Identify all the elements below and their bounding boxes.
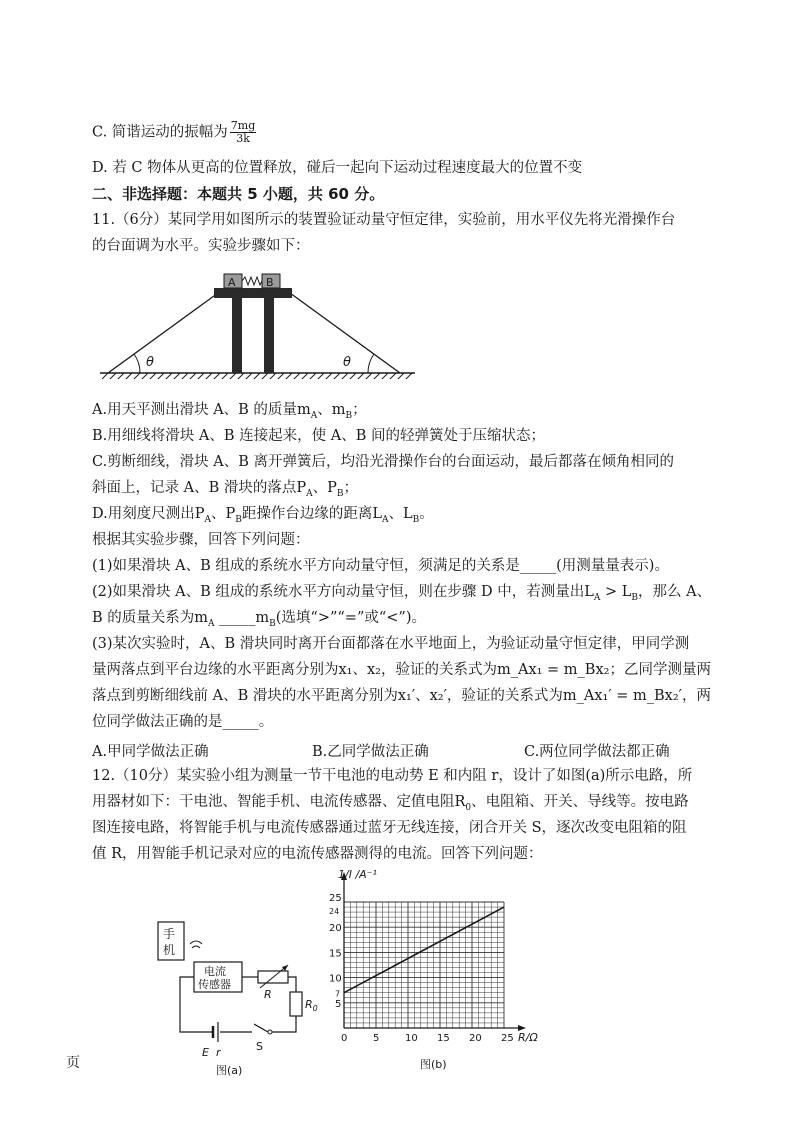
x-tick-label: 0 bbox=[341, 1033, 348, 1044]
semicolon: ； bbox=[343, 480, 359, 496]
series-line bbox=[344, 907, 504, 993]
y-tick-label: 15 bbox=[329, 948, 342, 960]
x-tick-label: 15 bbox=[437, 1033, 450, 1044]
option-d: D. 若 C 物体从更高的位置释放，碰后一起向下运动过程速度最大的位置不变 bbox=[92, 160, 583, 176]
right-angle-arc bbox=[368, 354, 374, 373]
grid-major bbox=[344, 902, 504, 1028]
wire-bottom-right bbox=[272, 1016, 296, 1032]
sub-pa: A bbox=[204, 514, 211, 525]
caption-b: 图(b) bbox=[420, 1058, 447, 1071]
q11-part2-line1 bbox=[92, 582, 711, 608]
part2-text: (2)如果滑块 A、B 组成的系统水平方向动量守恒，则在步骤 D 中，若测量出 bbox=[92, 584, 585, 600]
theta-left: θ bbox=[146, 355, 154, 370]
x-tick-label: 20 bbox=[469, 1033, 482, 1044]
sub-pb: B bbox=[336, 488, 344, 499]
blank-mass-b: _____m bbox=[214, 610, 270, 626]
sep: 、 bbox=[210, 506, 226, 522]
q11-apparatus-figure bbox=[0, 262, 800, 392]
mass-a: m bbox=[194, 610, 209, 626]
theta-right: θ bbox=[343, 355, 351, 370]
label-a: A bbox=[228, 276, 236, 289]
step-a-text: A.用天平测出滑块 A、B 的质量 bbox=[92, 402, 297, 418]
q11-part3-line2: 量两落点到平台边缘的水平距离分别为x₁、x₂，验证的关系式为m_Ax₁ = m_Bx₂；乙同学测量两 bbox=[92, 662, 711, 678]
label-r: R bbox=[264, 988, 272, 1001]
circuit-figure bbox=[150, 918, 320, 1078]
sub-pb: B bbox=[235, 514, 242, 525]
table-leg-right bbox=[264, 298, 274, 373]
sub-b: B bbox=[345, 410, 353, 421]
q11-prompt: 根据其实验步骤，回答下列问题： bbox=[92, 532, 310, 548]
choice-a: A.甲同学做法正确 bbox=[92, 744, 209, 760]
switch-blade bbox=[254, 1024, 268, 1032]
r0-symbol: R bbox=[454, 794, 466, 810]
label-b: B bbox=[266, 276, 274, 289]
label-r0: $R_0$ bbox=[305, 998, 318, 1013]
label-e: E bbox=[202, 1046, 209, 1059]
sep: 、 bbox=[317, 402, 332, 418]
length-la: L bbox=[584, 584, 594, 600]
q11-part3-line1: (3)某次实验时，A、B 滑块同时离开台面都落在水平地面上，为验证动量守恒定律，甲同学测 bbox=[92, 636, 690, 652]
left-slope bbox=[108, 293, 218, 373]
q11-step-b: B.用细线将滑块 A、B 连接起来，使 A、B 间的轻弹簧处于压缩状态； bbox=[92, 428, 545, 444]
label-internal-r: r bbox=[216, 1046, 221, 1059]
part2-text-end: ，那么 A、 bbox=[638, 584, 712, 600]
q11-step-a bbox=[92, 400, 367, 426]
grid-fine bbox=[344, 902, 504, 1028]
q12-line4: 值 R，用智能手机记录对应的电流传感器测得的电流。回答下列问题： bbox=[92, 846, 543, 862]
step-c2-text: 斜面上，记录 A、B 滑块的落点 bbox=[92, 480, 297, 496]
step-d-mid: 距操作台边缘的距离 bbox=[241, 506, 373, 522]
greater-than: > bbox=[600, 584, 622, 600]
q12-line3: 图连接电路，将智能手机与电流传感器通过蓝牙无线连接，闭合开关 S，逐次改变电阻箱的阻 bbox=[92, 820, 687, 836]
sub-lb: B bbox=[631, 592, 639, 603]
spring bbox=[242, 277, 262, 285]
y-tick-label: 24 bbox=[329, 907, 340, 917]
r0-sub: 0 bbox=[465, 802, 472, 813]
label-s: S bbox=[256, 1040, 263, 1053]
choice-c: C.两位同学做法都正确 bbox=[524, 744, 670, 760]
point-pa: P bbox=[194, 506, 205, 522]
length-lb: L bbox=[403, 506, 413, 522]
sub-a: A bbox=[208, 618, 215, 629]
y-tick-label: 10 bbox=[329, 973, 342, 985]
phone-label-2: 机 bbox=[163, 943, 176, 957]
point-pb: P bbox=[327, 480, 337, 496]
x-axis-label: R/Ω bbox=[518, 1031, 538, 1044]
q11-step-d bbox=[92, 504, 434, 530]
wireless-icon bbox=[190, 941, 202, 948]
mass-b: m bbox=[331, 402, 346, 418]
y-tick-label: 25 bbox=[329, 893, 342, 904]
option-c-text: C. 简谐运动的振幅为 bbox=[92, 124, 228, 141]
y-tick-label: 5 bbox=[335, 998, 342, 1010]
sub-la: A bbox=[593, 592, 601, 603]
q12-line2-text: 用器材如下：干电池、智能手机、电流传感器、定值电阻 bbox=[92, 794, 455, 810]
table-leg-left bbox=[232, 298, 242, 373]
x-tick-label: 5 bbox=[373, 1033, 380, 1044]
point-pb: P bbox=[225, 506, 236, 522]
q12-line1: 12.（10分）某实验小组为测量一节干电池的电动势 E 和内阻 r，设计了如图(a)所示电路，所 bbox=[92, 768, 693, 784]
wire-right bbox=[288, 977, 296, 992]
data-series bbox=[344, 907, 504, 993]
option-c-numerator: 7mg bbox=[230, 119, 256, 132]
sensor-label-1: 电流 bbox=[204, 965, 226, 978]
semicolon: ； bbox=[352, 402, 367, 418]
q11-intro-line1: 11.（6分）某同学用如图所示的装置验证动量守恒定律，实验前，用水平仪先将光滑操作台 bbox=[92, 212, 676, 228]
sub-pa: A bbox=[306, 488, 313, 499]
option-c-fraction bbox=[230, 120, 256, 145]
y-tick-label-extra: 7 bbox=[335, 989, 341, 999]
sensor-label-2: 传感器 bbox=[198, 978, 231, 991]
y-tick-label: 20 bbox=[329, 923, 342, 935]
part2-line2-end: (选填“>”“=”或“<”)。 bbox=[275, 610, 426, 626]
q11-part1: (1)如果滑块 A、B 组成的系统水平方向动量守恒，须满足的关系是_____(用测量量表示)。 bbox=[92, 558, 669, 574]
option-c-denominator: 3k bbox=[236, 132, 250, 145]
sub-lb: B bbox=[412, 514, 420, 525]
q11-part2-line2 bbox=[92, 608, 426, 634]
x-tick-label: 10 bbox=[405, 1033, 418, 1044]
option-c bbox=[92, 120, 256, 145]
ground-hatching bbox=[102, 373, 412, 379]
x-tick-label: 25 bbox=[501, 1033, 514, 1044]
resistor-r0 bbox=[290, 992, 302, 1016]
mass-a: m bbox=[296, 402, 311, 418]
left-angle-arc bbox=[134, 354, 140, 373]
y-axis-label bbox=[338, 868, 377, 881]
y-label-text: 1/I /A⁻¹ bbox=[338, 868, 377, 881]
point-pa: P bbox=[296, 480, 307, 496]
sep: 、 bbox=[388, 506, 404, 522]
q11-intro-line2: 的台面调为水平。实验步骤如下： bbox=[92, 238, 310, 254]
variable-arrowhead bbox=[282, 965, 288, 971]
q11-step-c1: C.剪断细线，滑块 A、B 离开弹簧后，均沿光滑操作台的台面运动，最后都落在倾角相同的 bbox=[92, 454, 675, 470]
page-marker: 页 bbox=[66, 1055, 80, 1071]
step-d-text: D.用刻度尺测出 bbox=[92, 506, 195, 522]
q12-line2-end: 、电阻箱、开关、导线等。按电路 bbox=[471, 794, 689, 810]
caption-a: 图(a) bbox=[216, 1064, 243, 1077]
length-la: L bbox=[372, 506, 383, 522]
section-heading: 二、非选择题：本题共 5 小题，共 60 分。 bbox=[92, 185, 385, 203]
length-lb: L bbox=[621, 584, 632, 600]
choice-b: B.乙同学做法正确 bbox=[312, 744, 429, 760]
q11-part3-line4: 位同学做法正确的是_____。 bbox=[92, 714, 274, 730]
part2-line2-text: B 的质量关系为 bbox=[92, 610, 195, 626]
phone-label-1: 手 bbox=[163, 927, 176, 941]
switch-pivot bbox=[268, 1030, 272, 1034]
table-top bbox=[214, 288, 292, 298]
q11-step-c2 bbox=[92, 478, 358, 504]
period: 。 bbox=[419, 506, 434, 522]
sub-b: B bbox=[269, 618, 276, 629]
q12-line2 bbox=[92, 792, 689, 818]
sub-a: A bbox=[310, 410, 318, 421]
q11-part3-line3: 落点到剪断细线前 A、B 滑块的水平距离分别为x₁′、x₂′，验证的关系式为m_Ax₁′ = m_Bx₂′，两 bbox=[92, 688, 711, 704]
graph-b bbox=[320, 858, 560, 1078]
sep: 、 bbox=[312, 480, 328, 496]
sub-la: A bbox=[382, 514, 389, 525]
